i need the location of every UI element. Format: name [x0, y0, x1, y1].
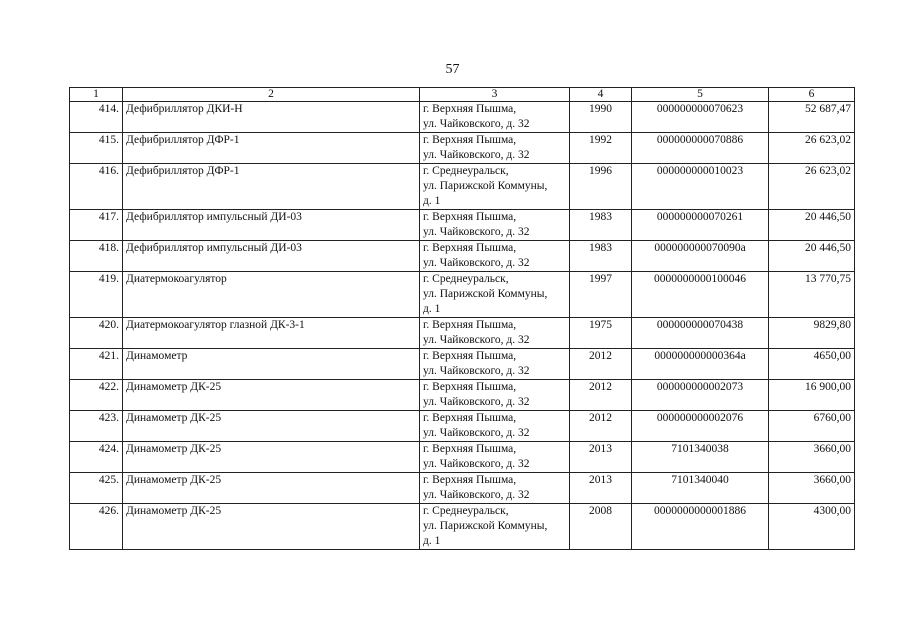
item-year: 1997 — [570, 272, 632, 318]
item-year: 1975 — [570, 318, 632, 349]
table-row — [70, 411, 855, 442]
address-line: ул. Парижской Коммуны, — [423, 180, 548, 192]
item-address — [420, 164, 570, 210]
item-name: Дефибриллятор ДКИ-Н — [123, 102, 420, 133]
item-address — [420, 318, 570, 349]
item-year: 2013 — [570, 442, 632, 473]
item-cost: 3660,00 — [769, 442, 855, 473]
address-line: г. Среднеуральск, — [423, 505, 509, 517]
address-line: ул. Чайковского, д. 32 — [423, 226, 530, 238]
address-line: ул. Чайковского, д. 32 — [423, 334, 530, 346]
row-number: 414. — [70, 102, 123, 133]
item-cost: 20 446,50 — [769, 210, 855, 241]
column-header: 5 — [632, 88, 769, 102]
address-line: ул. Парижской Коммуны, — [423, 288, 548, 300]
item-address — [420, 133, 570, 164]
table-row — [70, 504, 855, 550]
table-row — [70, 210, 855, 241]
item-year: 1983 — [570, 241, 632, 272]
table-row — [70, 241, 855, 272]
address-line: г. Верхняя Пышма, — [423, 134, 517, 146]
inventory-number: 7101340040 — [632, 473, 769, 504]
inventory-number: 000000000010023 — [632, 164, 769, 210]
item-cost: 4650,00 — [769, 349, 855, 380]
item-year: 2012 — [570, 380, 632, 411]
item-name: Динамометр ДК-25 — [123, 442, 420, 473]
table-row — [70, 272, 855, 318]
item-cost: 4300,00 — [769, 504, 855, 550]
address-line: г. Верхняя Пышма, — [423, 103, 517, 115]
item-address — [420, 241, 570, 272]
item-name: Диатермокоагулятор — [123, 272, 420, 318]
table-row — [70, 380, 855, 411]
address-line: г. Верхняя Пышма, — [423, 412, 517, 424]
address-line: ул. Парижской Коммуны, — [423, 520, 548, 532]
item-cost: 3660,00 — [769, 473, 855, 504]
page-number: 57 — [445, 62, 460, 77]
inventory-number: 000000000070886 — [632, 133, 769, 164]
item-cost: 16 900,00 — [769, 380, 855, 411]
address-line: ул. Чайковского, д. 32 — [423, 489, 530, 501]
address-line: г. Верхняя Пышма, — [423, 319, 517, 331]
address-line: г. Верхняя Пышма, — [423, 474, 517, 486]
item-address — [420, 102, 570, 133]
inventory-number: 000000000002073 — [632, 380, 769, 411]
table-row — [70, 318, 855, 349]
equipment-table — [69, 87, 855, 550]
address-line: ул. Чайковского, д. 32 — [423, 118, 530, 130]
address-line: г. Среднеуральск, — [423, 165, 509, 177]
row-number: 421. — [70, 349, 123, 380]
item-name: Динамометр ДК-25 — [123, 473, 420, 504]
item-name: Дефибриллятор импульсный ДИ-03 — [123, 241, 420, 272]
item-name: Динамометр ДК-25 — [123, 411, 420, 442]
table-row — [70, 133, 855, 164]
column-header: 3 — [420, 88, 570, 102]
column-header: 2 — [123, 88, 420, 102]
item-cost: 26 623,02 — [769, 133, 855, 164]
item-year: 1992 — [570, 133, 632, 164]
item-year: 2012 — [570, 411, 632, 442]
item-address — [420, 349, 570, 380]
item-name: Дефибриллятор импульсный ДИ-03 — [123, 210, 420, 241]
item-cost: 6760,00 — [769, 411, 855, 442]
address-line: г. Верхняя Пышма, — [423, 350, 517, 362]
address-line: ул. Чайковского, д. 32 — [423, 427, 530, 439]
item-cost: 20 446,50 — [769, 241, 855, 272]
item-year: 1983 — [570, 210, 632, 241]
row-number: 425. — [70, 473, 123, 504]
inventory-number: 000000000000364а — [632, 349, 769, 380]
row-number: 426. — [70, 504, 123, 550]
column-header: 4 — [570, 88, 632, 102]
address-line: г. Верхняя Пышма, — [423, 381, 517, 393]
table-row — [70, 102, 855, 133]
inventory-number: 000000000002076 — [632, 411, 769, 442]
address-line: г. Верхняя Пышма, — [423, 242, 517, 254]
table-row — [70, 442, 855, 473]
row-number: 423. — [70, 411, 123, 442]
item-year: 2008 — [570, 504, 632, 550]
item-cost: 52 687,47 — [769, 102, 855, 133]
item-address — [420, 473, 570, 504]
inventory-number: 000000000070623 — [632, 102, 769, 133]
address-line: ул. Чайковского, д. 32 — [423, 396, 530, 408]
inventory-number: 0000000000001886 — [632, 504, 769, 550]
item-name: Динамометр ДК-25 — [123, 504, 420, 550]
item-cost: 13 770,75 — [769, 272, 855, 318]
row-number: 418. — [70, 241, 123, 272]
row-number: 415. — [70, 133, 123, 164]
table-row — [70, 164, 855, 210]
inventory-number: 000000000070090а — [632, 241, 769, 272]
item-address — [420, 272, 570, 318]
inventory-number: 0000000000100046 — [632, 272, 769, 318]
table-body — [70, 102, 855, 550]
table-row — [70, 473, 855, 504]
row-number: 422. — [70, 380, 123, 411]
item-name: Диатермокоагулятор глазной ДК-3-1 — [123, 318, 420, 349]
address-line: ул. Чайковского, д. 32 — [423, 458, 530, 470]
item-name: Дефибриллятор ДФР-1 — [123, 133, 420, 164]
item-name: Дефибриллятор ДФР-1 — [123, 164, 420, 210]
header-row — [70, 88, 855, 102]
address-line: г. Верхняя Пышма, — [423, 443, 517, 455]
column-header: 1 — [70, 88, 123, 102]
item-year: 2013 — [570, 473, 632, 504]
address-line: д. 1 — [423, 195, 441, 207]
inventory-number: 000000000070438 — [632, 318, 769, 349]
item-year: 2012 — [570, 349, 632, 380]
item-year: 1996 — [570, 164, 632, 210]
row-number: 419. — [70, 272, 123, 318]
address-line: г. Среднеуральск, — [423, 273, 509, 285]
column-header: 6 — [769, 88, 855, 102]
item-cost: 9829,80 — [769, 318, 855, 349]
address-line: ул. Чайковского, д. 32 — [423, 149, 530, 161]
inventory-number: 000000000070261 — [632, 210, 769, 241]
address-line: ул. Чайковского, д. 32 — [423, 365, 530, 377]
item-address — [420, 411, 570, 442]
table-row — [70, 349, 855, 380]
item-address — [420, 380, 570, 411]
address-line: г. Верхняя Пышма, — [423, 211, 517, 223]
item-name: Динамометр — [123, 349, 420, 380]
address-line: д. 1 — [423, 303, 441, 315]
inventory-number: 7101340038 — [632, 442, 769, 473]
item-year: 1990 — [570, 102, 632, 133]
row-number: 424. — [70, 442, 123, 473]
item-address — [420, 504, 570, 550]
row-number: 420. — [70, 318, 123, 349]
item-address — [420, 210, 570, 241]
address-line: д. 1 — [423, 535, 441, 547]
row-number: 417. — [70, 210, 123, 241]
row-number: 416. — [70, 164, 123, 210]
item-cost: 26 623,02 — [769, 164, 855, 210]
address-line: ул. Чайковского, д. 32 — [423, 257, 530, 269]
item-address — [420, 442, 570, 473]
item-name: Динамометр ДК-25 — [123, 380, 420, 411]
